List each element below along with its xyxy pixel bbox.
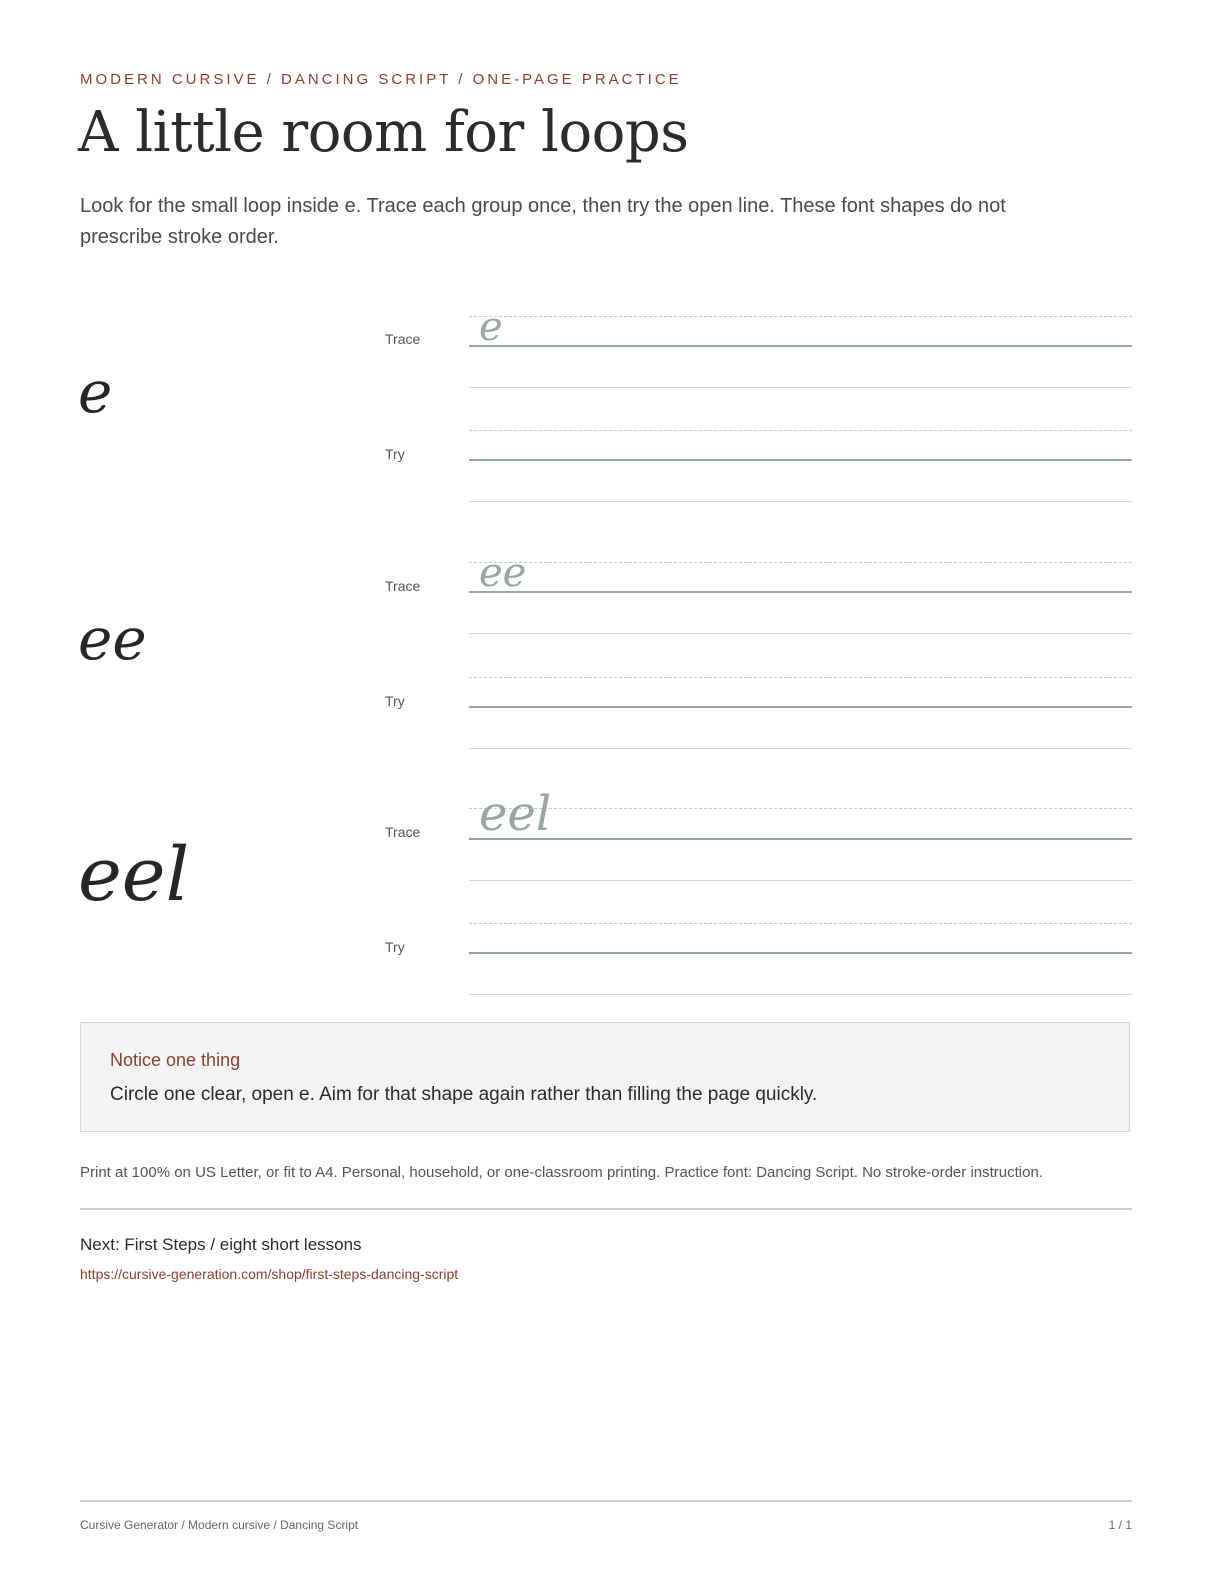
trace-word: ee <box>479 550 527 596</box>
footer-divider <box>80 1500 1132 1502</box>
notice-title: Notice one thing <box>110 1050 241 1070</box>
guide-line-baseline <box>469 952 1132 954</box>
notice-body: Circle one clear, open e. Aim for that shape again rather than filling the page quickly. <box>110 1084 818 1105</box>
trace-word: eel <box>479 786 552 842</box>
print-note: Print at 100% on US Letter, or fit to A4. Personal, household, or one-classroom printing. Practice font: Dancing Script. No stroke-order instruction. <box>80 1164 1043 1181</box>
guide-line-baseline <box>469 459 1132 461</box>
guide-line-descender <box>469 501 1132 502</box>
model-word-ee: ee <box>78 605 147 673</box>
guide-line-baseline <box>469 591 1132 593</box>
model-word-eel: eel <box>78 832 190 918</box>
guide-line-descender <box>469 880 1132 881</box>
trace-label: Trace <box>385 824 421 840</box>
trace-label: Trace <box>385 331 421 347</box>
guide-line-baseline <box>469 345 1132 347</box>
guide-line-descender <box>469 748 1132 749</box>
guide-line-ascender <box>469 808 1132 809</box>
trace-word: e <box>479 304 503 350</box>
guide-line-ascender <box>469 677 1132 678</box>
try-label: Try <box>385 939 405 955</box>
try-label: Try <box>385 446 405 462</box>
trace-label: Trace <box>385 578 421 594</box>
next-lesson-label: Next: First Steps / eight short lessons <box>80 1235 362 1254</box>
footer-text: Cursive Generator / Modern cursive / Dancing Script <box>80 1518 359 1532</box>
next-lesson-link[interactable]: https://cursive-generation.com/shop/first-steps-dancing-script <box>80 1266 459 1282</box>
guide-line-descender <box>469 387 1132 388</box>
guide-line-ascender <box>469 430 1132 431</box>
guide-line-descender <box>469 633 1132 634</box>
guide-line-descender <box>469 994 1132 995</box>
guide-line-ascender <box>469 316 1132 317</box>
model-word-e: e <box>78 358 113 426</box>
divider <box>80 1208 1132 1210</box>
notice-box <box>80 1022 1130 1132</box>
intro-text: Look for the small loop inside e. Trace each group once, then try the open line. These font shapes do not prescribe stroke order. <box>80 195 1006 248</box>
guide-line-ascender <box>469 562 1132 563</box>
page-title: A little room for loops <box>78 100 689 165</box>
guide-line-baseline <box>469 706 1132 708</box>
page-number: 1 / 1 <box>1108 1518 1132 1532</box>
try-label: Try <box>385 693 405 709</box>
guide-line-ascender <box>469 923 1132 924</box>
guide-line-baseline <box>469 838 1132 840</box>
eyebrow: MODERN CURSIVE / DANCING SCRIPT / ONE-PAGE PRACTICE <box>80 71 682 88</box>
